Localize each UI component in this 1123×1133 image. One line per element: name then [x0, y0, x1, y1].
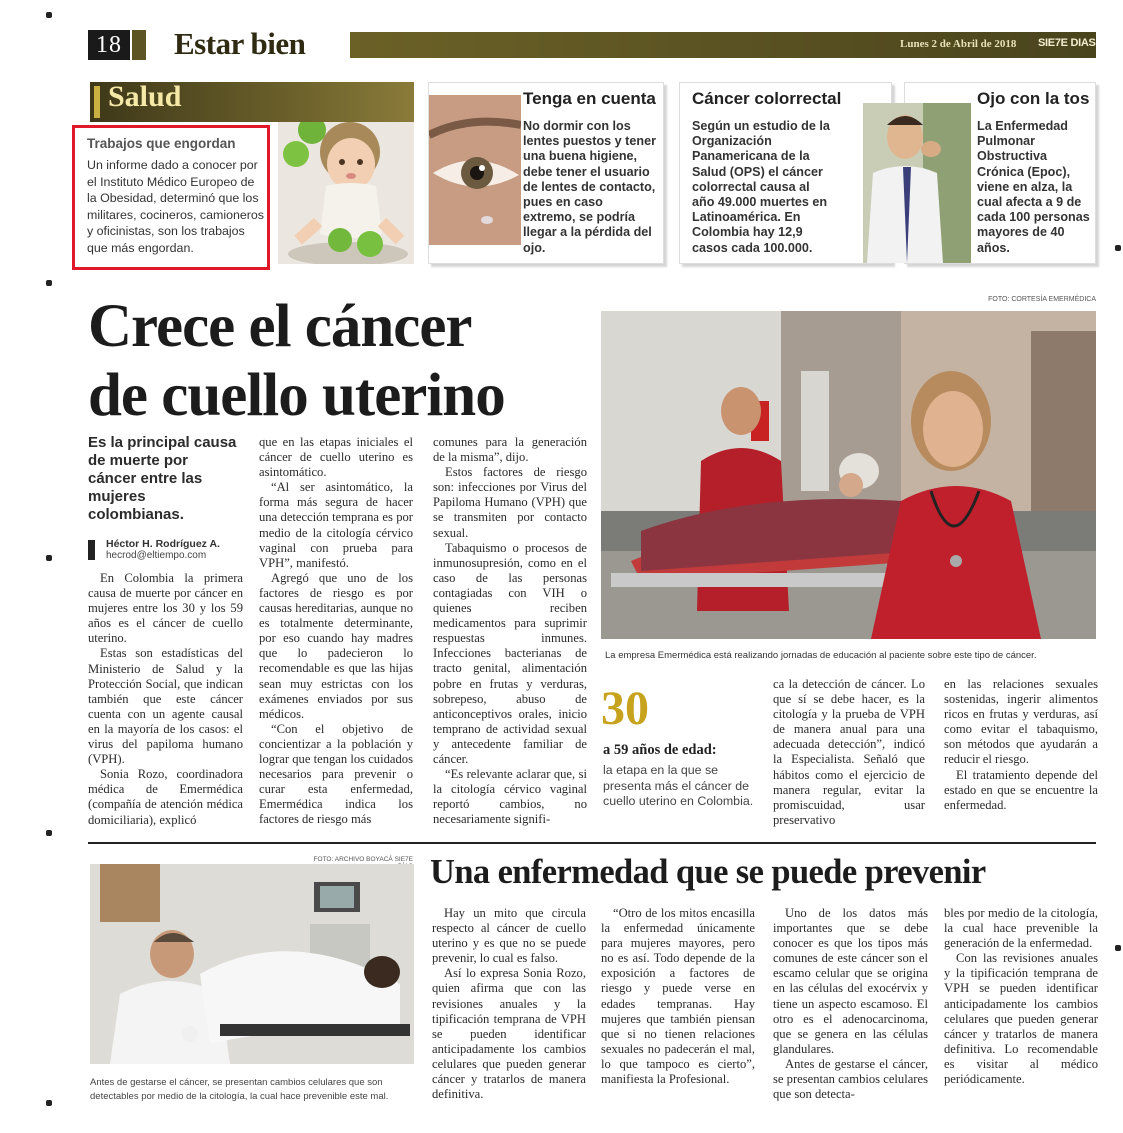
- box-body: La Enfermedad Pulmonar Obstructiva Crónica (Epoc), viene en alza, la cual afecta a 9 de cada 100 personas mayores de 40 años.: [977, 119, 1090, 255]
- stat-number: 30: [601, 682, 649, 735]
- byline-author: Héctor H. Rodríguez A.: [106, 538, 220, 550]
- info-box-colorrectal: [679, 82, 892, 264]
- binding-mark: [1115, 245, 1121, 251]
- paragraph: Estas son estadísticas del Ministerio de Salud y la Protección Social, que indican también que este cáncer cuenta con un agente causal en la mayoría de los casos: el virus del papiloma humano (VPH).: [88, 646, 243, 767]
- sidebar-body: Un informe dado a conocer por el Instituto Médico Europeo de la Obesidad, determinó que los militares, cocineros, camioneros y oficinistas, son los trabajos que más engordan.: [87, 158, 264, 255]
- paragraph: en las relaciones sexuales sostenidas, ingerir alimentos ricos en frutas y verduras, así como evitar el tabaquismo, son métodos que ayudarán a reducir el riesgo.: [944, 677, 1098, 767]
- paragraph: bles por medio de la citología, la cual hace prevenible la generación de la enfermedad.: [944, 906, 1098, 951]
- paragraph: Tabaquismo o procesos de inmunosupresión, como en el caso de las personas contagiadas con VIH o quienes reciben medicamentos para suprimir respuestas inmunes. Infecciones bacterianas de tracto genital, alimentación pobre en frutas y verduras, sobrepeso, abuso de anticonceptivos orales, inicio temprano de actividad sexual y antecedente familiar de cáncer.: [433, 540, 587, 766]
- binding-mark: [46, 830, 52, 836]
- paragraph: Agregó que uno de los factores de riesgo es por causas hereditarias, aunque no es totalmente determinante, por eso cuando hay madres que lo padecieron lo recomendable es que las hijas sean muy estrictas con los exámenes enviados por sus médicos.: [259, 570, 413, 721]
- binding-mark: [1115, 945, 1121, 951]
- ambulance-photo: [601, 311, 1096, 639]
- info-box-tenga: [428, 82, 664, 264]
- article-column: [773, 677, 925, 828]
- salud-accent: [94, 86, 100, 118]
- sidebar-box: [72, 125, 270, 270]
- binding-mark: [46, 280, 52, 286]
- header-accent: [132, 30, 146, 60]
- salud-banner: [90, 82, 414, 122]
- paragraph: que en las etapas iniciales el cáncer de cuello uterino es asintomático.: [259, 435, 413, 480]
- lead-text: Es la principal causa de muerte por cáncer entre las mujeres colombianas.: [88, 434, 237, 523]
- box-title: Cáncer colorrectal: [692, 89, 842, 108]
- header-date: Lunes 2 de Abril de 2018: [900, 38, 1017, 50]
- header-publication: SIE7E DIAS: [1038, 37, 1096, 49]
- binding-mark: [46, 1100, 52, 1106]
- paragraph: ca la detección de cáncer. Lo que sí se debe hacer, es la citología y la prueba de VPH de manera anual para una adecuada detección”, indicó la Especialista. Señaló que hábitos como el ejercicio de manera regular, evitar la promiscuidad, usar preservativo: [773, 677, 925, 827]
- photo-credit: FOTO: CORTESÍA EMERMÉDICA: [988, 296, 1096, 303]
- byline-mark: [88, 540, 95, 560]
- paragraph: Sonia Rozo, coordinadora médica de Emermédica (compañía de atención médica domiciliaria), explicó: [88, 767, 243, 827]
- headline-line: Crece el cáncer: [88, 293, 472, 360]
- box-body: No dormir con los lentes puestos y tener una buena higiene, debe tener el usuario de lentes de contacto, pues en caso extremo, se podría llegar a la pérdida del ojo.: [523, 119, 656, 255]
- box-title: Ojo con la tos: [977, 89, 1090, 108]
- baby-photo: [278, 122, 414, 264]
- article-column: [773, 906, 928, 1102]
- paragraph: Así lo expresa Sonia Rozo, quien afirma que con las revisiones anuales y la tipificación temprana de VPH se pueden identificar anticipadamente los cambios celulares que pueden generar cáncer y tratarlos de manera definitiva.: [432, 966, 586, 1102]
- photo-caption: La empresa Emermédica está realizando jornadas de educación al paciente sobre este tipo de cáncer.: [605, 650, 1037, 661]
- paragraph: “Otro de los mitos encasilla la enfermedad únicamente para mujeres mayores, pero no es así. Todo depende de la exposición a factores de riesgo y puede verse en edades tempranas. Hay mujeres que también piensan que si no tienen relaciones sexuales no padecerán el mal, lo que tampoco es cierto”, manifiesta la Profesional.: [601, 906, 755, 1087]
- box-body: Según un estudio de la Organización Panamericana de la Salud (OPS) el cáncer colorrectal causa al año 49.000 muertes en Latinoamérica. En Colombia hay 12,9 casos cada 100.000.: [692, 119, 830, 255]
- page-number: 18: [88, 30, 130, 60]
- paragraph: Uno de los datos más importantes que se debe conocer es que los tipos más comunes de este cáncer son el escamo celular que se origina en las células del exocérvix y tiene un aspecto escamoso. El otro es el adenocarcinoma, que se genera en las células glandulares.: [773, 906, 928, 1056]
- paragraph: comunes para la generación de la misma”, dijo.: [433, 435, 587, 465]
- paragraph: Hay un mito que circula respecto al cáncer de cuello uterino y es que no se puede prevenir, lo cual es falso.: [432, 906, 586, 966]
- paragraph: Con las revisiones anuales y la tipificación temprana de VPH se pueden identificar anticipadamente los cambios celulares que pueden generar cáncer y tratarlos de manera definitiva. Lo recomendable es visitar al médico periódicamente.: [944, 951, 1098, 1087]
- sidebar-title: Trabajos que engordan: [87, 136, 236, 151]
- coughing-man-photo: [863, 103, 971, 263]
- box-title: Tenga en cuenta: [523, 89, 656, 108]
- second-photo-credit: FOTO: ARCHIVO BOYACÁ SIE7E: [313, 856, 413, 863]
- section-title: Estar bien: [174, 26, 306, 61]
- paragraph: Antes de gestarse el cáncer, se presentan cambios celulares que son detecta-: [773, 1056, 928, 1102]
- salud-label: Salud: [108, 80, 182, 113]
- paragraph: En Colombia la primera causa de muerte por cáncer en mujeres entre los 30 y los 59 años es el cáncer de cuello uterino.: [88, 571, 243, 646]
- clinic-photo: [90, 864, 414, 1064]
- info-box-tos: [904, 82, 1096, 264]
- article-column: [944, 906, 1098, 1087]
- second-headline: Una enfermedad que se puede prevenir: [430, 853, 986, 891]
- binding-mark: [46, 12, 52, 18]
- article-column: [88, 571, 243, 828]
- main-headline: [88, 292, 598, 430]
- headline-line: de cuello uterino: [88, 362, 505, 429]
- section-divider: [88, 842, 1096, 844]
- stat-description: la etapa en la que se presenta más el cáncer de cuello uterino en Colombia.: [603, 763, 754, 809]
- page-header: [88, 26, 1096, 61]
- byline-email: hecrod@eltiempo.com: [106, 550, 207, 561]
- paragraph: Estos factores de riesgo son: infecciones por Virus del Papiloma Humano (VPH) que se transmiten por contacto sexual.: [433, 465, 587, 540]
- eye-photo: [429, 95, 521, 245]
- stat-label: a 59 años de edad:: [603, 742, 717, 758]
- article-column: [944, 677, 1098, 813]
- paragraph: “Con el objetivo de concientizar a la población y lograr que tengan los cuidados necesarios para prevenir o curar esta enfermedad, Emermédica indica los factores de riesgo más: [259, 721, 413, 827]
- paragraph: El tratamiento depende del estado en que se encuentre la enfermedad.: [944, 767, 1098, 812]
- binding-mark: [46, 555, 52, 561]
- paragraph: “Es relevante aclarar que, si la citología cérvico vaginal reportó cambios, no necesariamente signifi-: [433, 767, 587, 827]
- article-column: [601, 906, 755, 1087]
- article-column: [432, 906, 586, 1102]
- article-column: [433, 435, 587, 827]
- paragraph: “Al ser asintomático, la forma más segura de hacer una detección temprana es por medio de la citología cérvico vaginal con prueba para VPH”, manifestó.: [259, 480, 413, 570]
- article-column: [259, 435, 413, 827]
- second-photo-caption: Antes de gestarse el cáncer, se presentan cambios celulares que son detectables por medio de la citología, la cual hace prevenible este mal.: [90, 1077, 389, 1102]
